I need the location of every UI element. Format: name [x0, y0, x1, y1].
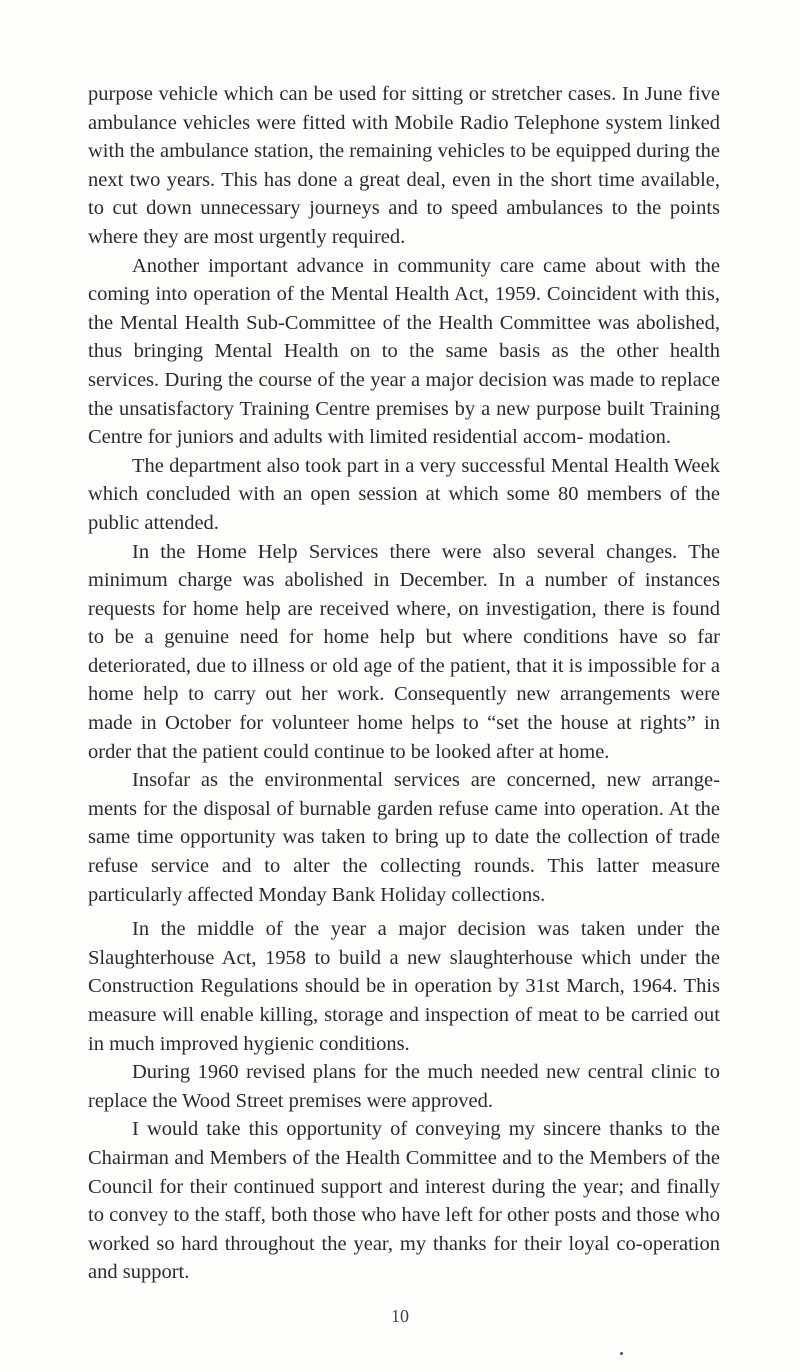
scan-speck [620, 1352, 623, 1355]
page-number: 10 [391, 1306, 409, 1326]
paragraph-central-clinic: During 1960 revised plans for the much needed new central clinic to replace the Wood Street premises were approved. [88, 1061, 720, 1112]
paragraph-environmental-services: Insofar as the environmental services are concerned, new arrange- ments for the disposal of burnable garden refuse came into operation. At the same time opportunity was taken to bring up to date the collection of trade refuse service and to alter the collecting rounds. This latter measure particularly affected Monday Bank Holiday collections. [88, 769, 720, 906]
paragraph-slaughterhouse: In the middle of the year a major decision was taken under the Slaughterhouse Act, 1958 to build a new slaughterhouse which under the Construction Regulations should be in operation by 31st March, 1964. This measure will enable killing, storage and inspection of meat to be carried out in much improved hygienic conditions. [88, 918, 720, 1055]
paragraph-ambulance: purpose vehicle which can be used for sitting or stretcher cases. In June five ambulance vehicles were fitted with Mobile Radio Telephone system linked with the ambulance station, the remaining vehicles to be equipped during the next two years. This has done a great deal, even in the short time available, to cut down unnecessary journeys and to speed ambulances to the points where they are most urgently required. [88, 83, 720, 248]
paragraph-mental-health-act: Another important advance in community care came about with the coming into operation of the Mental Health Act, 1959. Coincident with this, the Mental Health Sub-Committee of the Health Committee was abolished, thus bringing Mental Health on to the same basis as the other health services. During the course of the year a major decision was made to replace the unsatisfactory Training Centre premises by a new purpose built Training Centre for juniors and adults with limited residential accom- modation. [88, 254, 720, 449]
paragraph-thanks: I would take this opportunity of conveying my sincere thanks to the Chairman and Members of the Health Committee and to the Members of the Council for their continued support and interest during the year; and finally to convey to the staff, both those who have left for other posts and those who worked so hard throughout the year, my thanks for their loyal co-operation and support. [88, 1118, 720, 1284]
paragraph-home-help: In the Home Help Services there were also several changes. The minimum charge was abolished in December. In a number of instances requests for home help are received where, on investigation, there is found to be a genuine need for home help but where conditions have so far deteriorated, due to illness or old age of the patient, that it is impossible for a home help to carry out her work. Consequently new arrangements were made in October for volunteer home helps to “set the house at rights” in order that the patient could continue to be looked after at home. [88, 540, 720, 763]
document-page [88, 80, 720, 1287]
paragraph-mental-health-week: The department also took part in a very successful Mental Health Week which concluded with an open session at which some 80 members of the public attended. [88, 454, 720, 534]
